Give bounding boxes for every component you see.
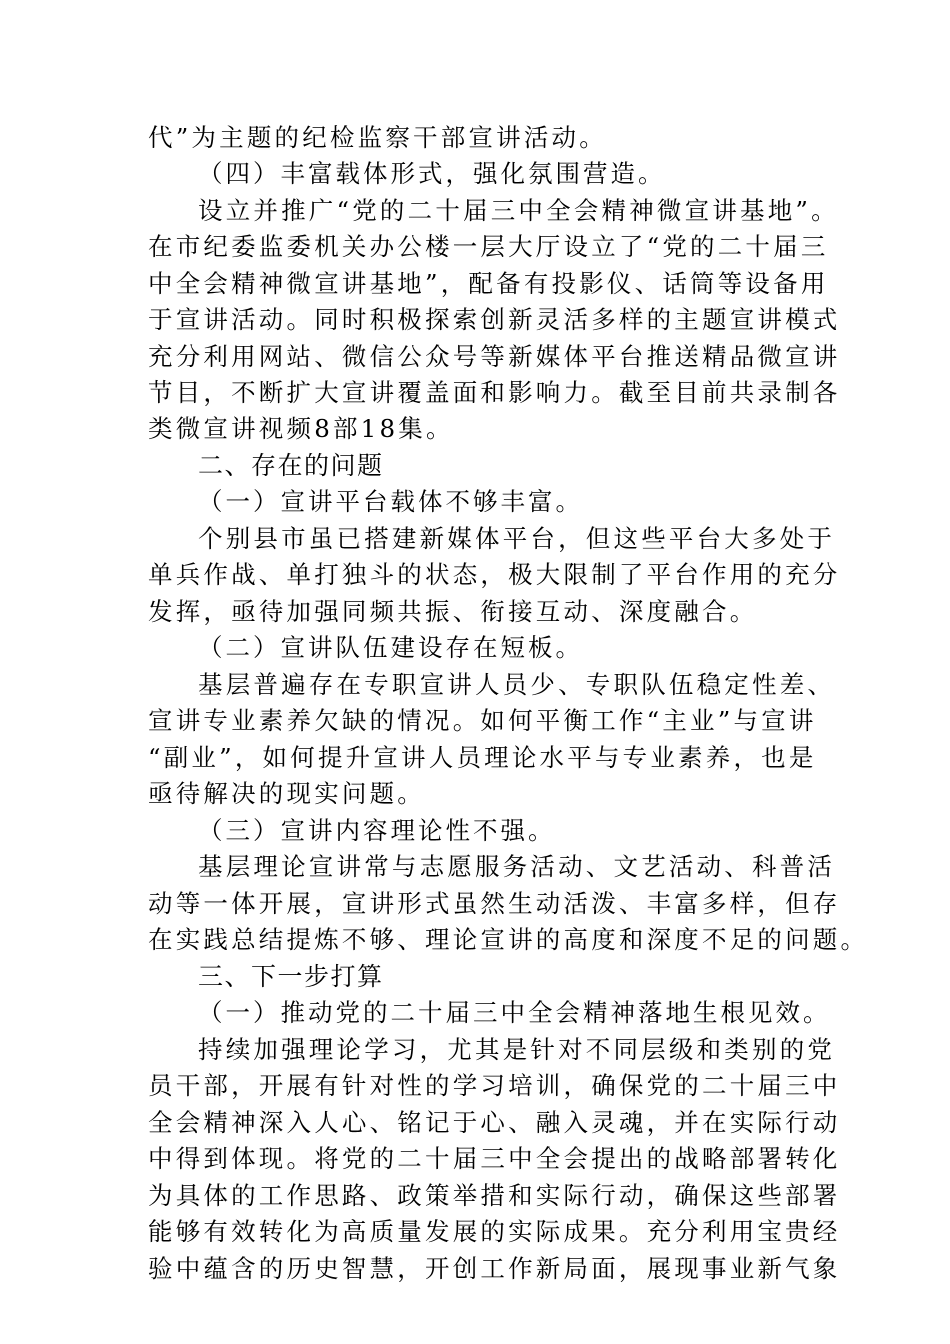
body-text-line: 于宣讲活动。同时积极探索创新灵活多样的主题宣讲模式 — [148, 305, 841, 334]
subsection-heading: （一）推动党的二十届三中全会精神落地生根见效。 — [198, 998, 831, 1027]
body-text-line: 充分利用网站、微信公众号等新媒体平台推送精品微宣讲 — [148, 342, 841, 371]
body-text-line: 验中蕴含的历史智慧，开创工作新局面，展现事业新气象 — [148, 1254, 841, 1283]
body-text-line: 设立并推广“党的二十届三中全会精神微宣讲基地”。 — [198, 196, 839, 225]
body-text-line: 中得到体现。将党的二十届三中全会提出的战略部署转化 — [148, 1144, 841, 1173]
body-text-line: “副业”，如何提升宣讲人员理论水平与专业素养，也是 — [148, 743, 817, 772]
section-heading: 三、下一步打算 — [198, 962, 384, 991]
body-text-line: 代”为主题的纪检监察干部宣讲活动。 — [148, 123, 607, 152]
body-text-line: 动等一体开展，宣讲形式虽然生动活泼、丰富多样，但存 — [148, 889, 841, 918]
body-text-line: 中全会精神微宣讲基地”，配备有投影仪、话筒等设备用 — [148, 269, 829, 298]
body-text-line: 持续加强理论学习，尤其是针对不同层级和类别的党 — [198, 1035, 836, 1064]
body-text-line: 能够有效转化为高质量发展的实际成果。充分利用宝贵经 — [148, 1217, 841, 1246]
body-text-line: 为具体的工作思路、政策举措和实际行动，确保这些部署 — [148, 1181, 841, 1210]
body-text-line: 个别县市虽已搭建新媒体平台，但这些平台大多处于 — [198, 524, 836, 553]
body-text-line: 在实践总结提炼不够、理论宣讲的高度和深度不足的问题。 — [148, 925, 869, 954]
body-text-line: 亟待解决的现实问题。 — [148, 779, 425, 808]
body-text-line: 基层普遍存在专职宣讲人员少、专职队伍稳定性差、 — [198, 670, 836, 699]
body-text-line: 单兵作战、单打独斗的状态，极大限制了平台作用的充分 — [148, 560, 841, 589]
subsection-heading: （二）宣讲队伍建设存在短板。 — [198, 633, 583, 662]
subsection-heading: （三）宣讲内容理论性不强。 — [198, 816, 556, 845]
body-text-line: 节目，不断扩大宣讲覆盖面和影响力。截至目前共录制各 — [148, 378, 841, 407]
body-text-line: 类微宣讲视频8部18集。 — [148, 414, 454, 443]
body-text-line: 发挥，亟待加强同频共振、衔接互动、深度融合。 — [148, 597, 758, 626]
body-text-line: 全会精神深入人心、铭记于心、融入灵魂，并在实际行动 — [148, 1108, 841, 1137]
body-text-line: 宣讲专业素养欠缺的情况。如何平衡工作“主业”与宣讲 — [148, 706, 817, 735]
body-text-line: 基层理论宣讲常与志愿服务活动、文艺活动、科普活 — [198, 852, 836, 881]
section-heading: 二、存在的问题 — [198, 451, 384, 480]
body-text-line: 在市纪委监委机关办公楼一层大厅设立了“党的二十届三 — [148, 232, 829, 261]
body-text-line: 员干部，开展有针对性的学习培训，确保党的二十届三中 — [148, 1071, 841, 1100]
subsection-heading: （四）丰富载体形式，强化氛围营造。 — [198, 159, 666, 188]
subsection-heading: （一）宣讲平台载体不够丰富。 — [198, 487, 583, 516]
